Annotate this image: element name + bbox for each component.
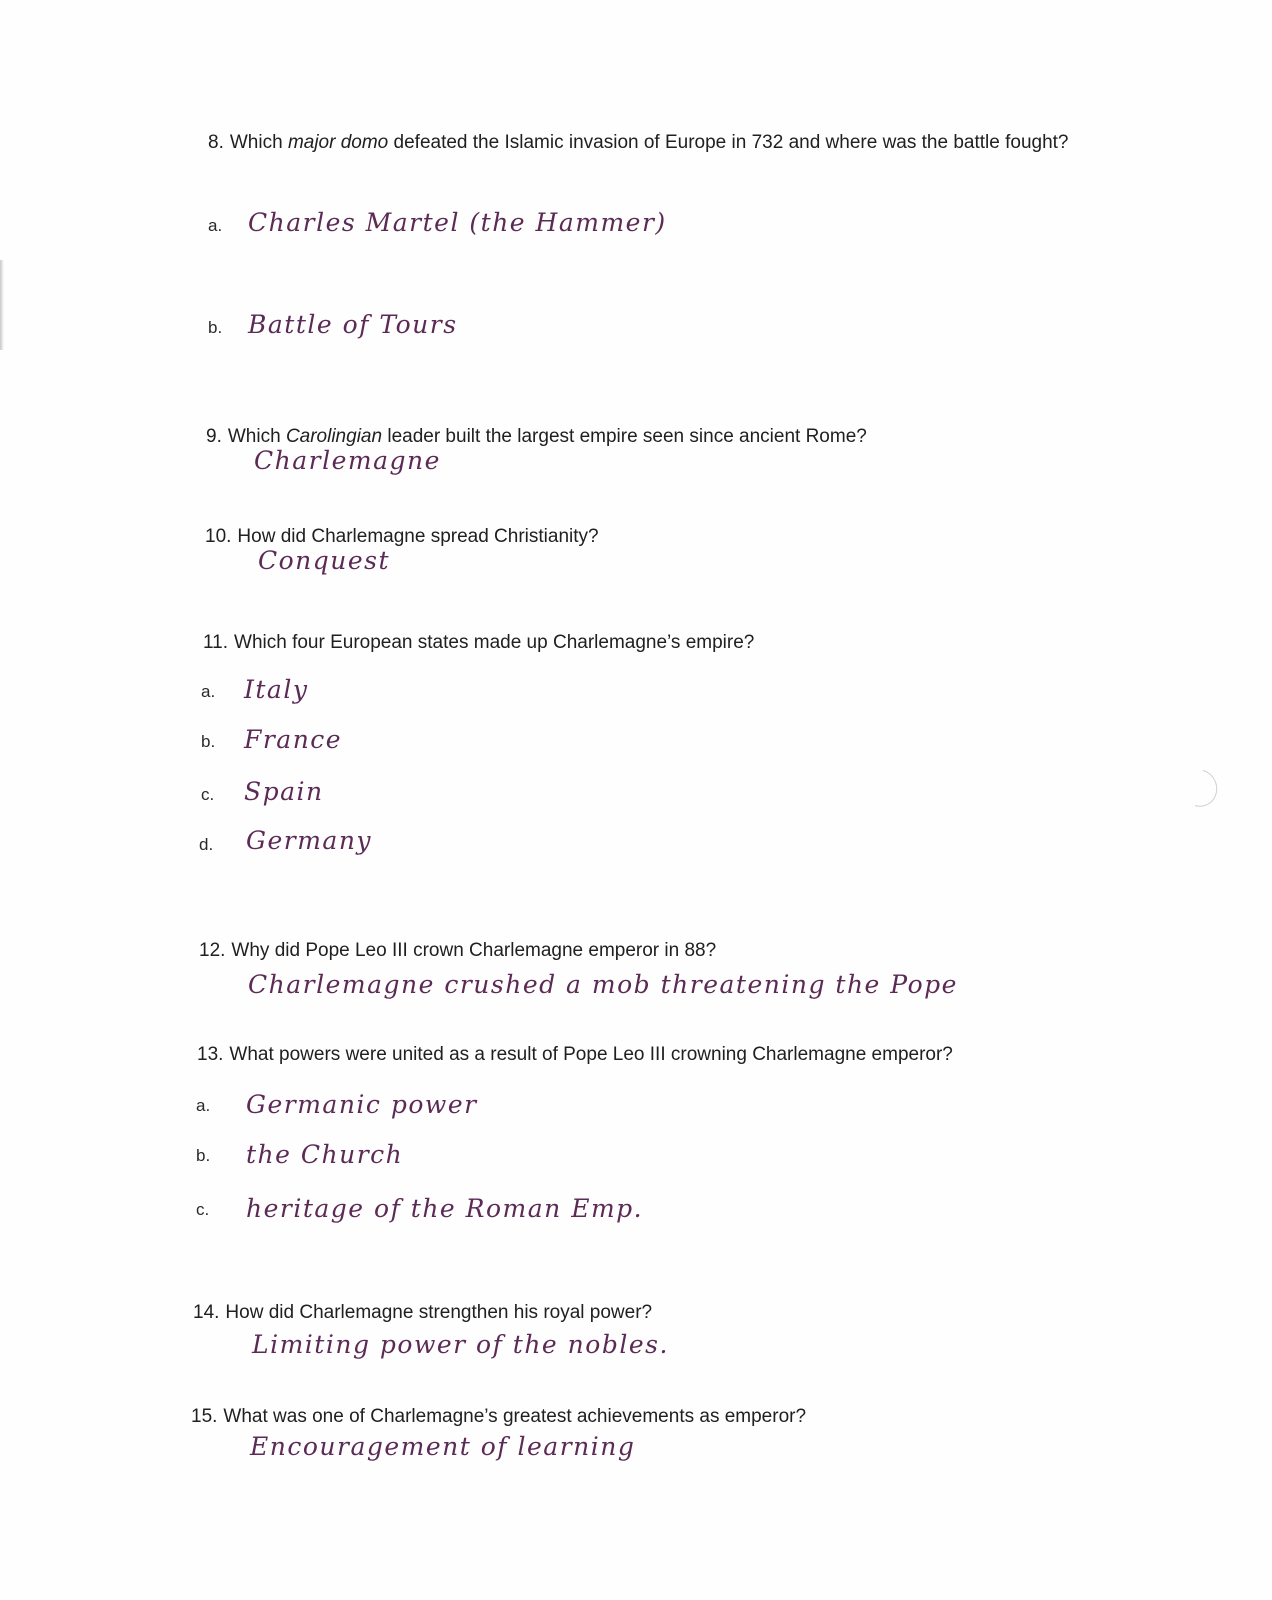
question-text: Which four European states made up Charlemagne’s empire? [234, 632, 755, 653]
question-number: 13. [197, 1044, 224, 1065]
handwritten-answer: Charlemagne crushed a mob threatening the Pope [248, 970, 958, 999]
answer-letter: b. [201, 732, 216, 751]
question-italic-term: major domo [287, 132, 389, 153]
answer-letter: a. [201, 682, 216, 701]
question-number: 12. [199, 940, 226, 961]
answer-letter: a. [196, 1096, 211, 1115]
question-11 [203, 628, 754, 658]
question-text-part: leader built the largest empire seen since ancient Rome? [382, 426, 867, 447]
scan-edge-shadow [0, 260, 4, 350]
handwritten-answer: Limiting power of the nobles. [252, 1330, 669, 1359]
handwritten-answer: Battle of Tours [248, 310, 458, 339]
question-15 [191, 1402, 806, 1432]
answer-letter: b. [196, 1146, 211, 1165]
question-number: 14. [193, 1302, 220, 1323]
question-13 [197, 1040, 953, 1070]
handwritten-answer: heritage of the Roman Emp. [246, 1194, 644, 1223]
handwritten-answer: Germanic power [246, 1090, 478, 1119]
scan-artifact [1174, 763, 1224, 814]
handwritten-answer: Conquest [258, 546, 391, 575]
question-italic-term: Carolingian [285, 426, 383, 447]
question-text-part: Which [229, 132, 288, 153]
handwritten-answer: France [244, 725, 343, 754]
question-number: 10. [205, 526, 232, 547]
question-text: How did Charlemagne strengthen his royal power? [225, 1302, 653, 1323]
question-text-part: defeated the Islamic invasion of Europe in 732 and where was the battle fought? [388, 132, 1069, 153]
answer-letter: d. [199, 835, 214, 854]
question-number: 15. [191, 1406, 218, 1427]
handwritten-answer: Charlemagne [254, 446, 441, 475]
handwritten-answer: Italy [244, 675, 309, 704]
handwritten-answer: Encouragement of learning [250, 1432, 636, 1461]
answer-letter: c. [196, 1200, 210, 1219]
answer-letter: b. [208, 318, 223, 337]
handwritten-answer: Spain [244, 777, 324, 806]
question-text: How did Charlemagne spread Christianity? [237, 526, 599, 547]
question-14 [193, 1298, 652, 1328]
handwritten-answer: Germany [246, 826, 373, 855]
question-text: What was one of Charlemagne’s greatest achievements as emperor? [223, 1406, 807, 1427]
question-text: Why did Pope Leo III crown Charlemagne emperor in 88? [231, 940, 717, 961]
question-12 [199, 936, 716, 966]
question-number: 9. [206, 426, 222, 447]
question-8 [208, 128, 1098, 158]
handwritten-answer: Charles Martel (the Hammer) [248, 208, 667, 237]
question-number: 11. [203, 632, 229, 653]
question-text-part: Which [227, 426, 286, 447]
answer-letter: a. [208, 216, 223, 235]
question-number: 8. [208, 132, 224, 153]
question-text: What powers were united as a result of Pope Leo III crowning Charlemagne emperor? [229, 1044, 953, 1065]
answer-letter: c. [201, 785, 215, 804]
handwritten-answer: the Church [246, 1140, 404, 1169]
